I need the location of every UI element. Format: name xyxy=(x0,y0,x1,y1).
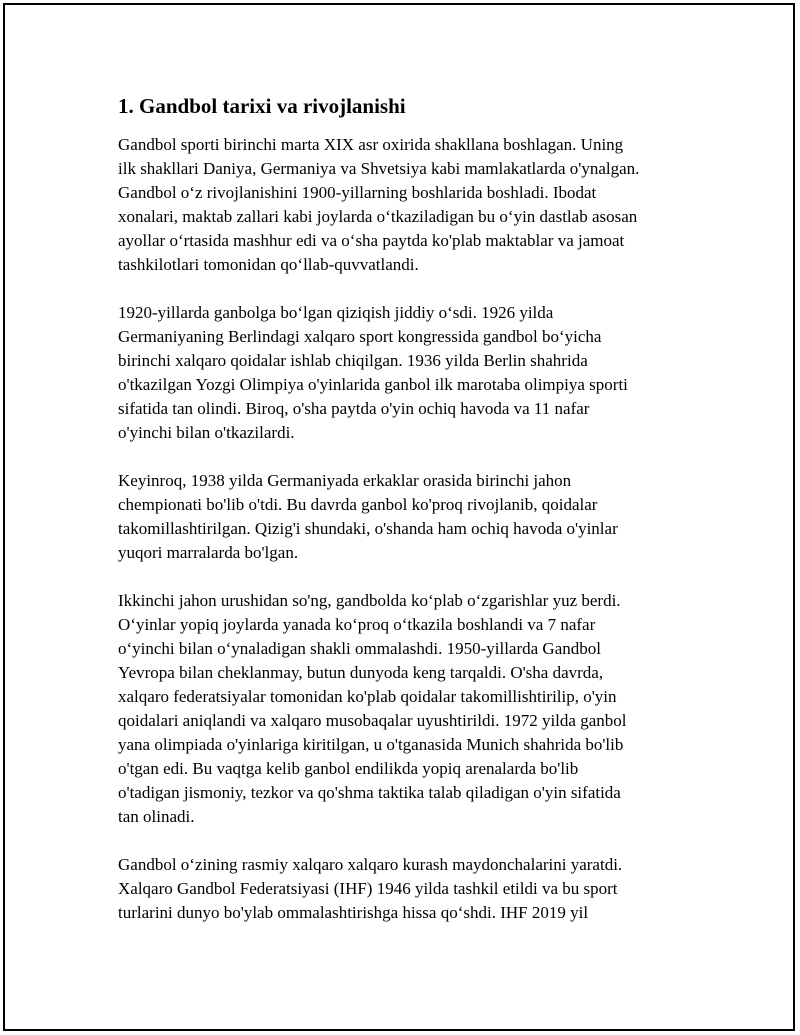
text-line: takomillashtirilgan. Qizig'i shundaki, o'shanda ham ochiq havoda o'yinlar xyxy=(118,519,618,538)
text-line: tan olinadi. xyxy=(118,807,195,826)
paragraph-1 xyxy=(118,133,678,277)
text-line: o'tgan edi. Bu vaqtga kelib ganbol endilikda yopiq arenalarda bo'lib xyxy=(118,759,579,778)
paragraph-3 xyxy=(118,469,678,565)
text-line: Ikkinchi jahon urushidan so'ng, gandbolda ko‘plab o‘zgarishlar yuz berdi. xyxy=(118,591,621,610)
text-line: xonalari, maktab zallari kabi joylarda o‘tkaziladigan bu o‘yin dastlab asosan xyxy=(118,207,638,226)
paragraph-5 xyxy=(118,853,678,925)
paragraph-4 xyxy=(118,589,678,829)
text-line: ilk shakllari Daniya, Germaniya va Shvetsiya kabi mamlakatlarda o'ynalgan. xyxy=(118,159,640,178)
paragraph-2 xyxy=(118,301,678,445)
text-line: Gandbol o‘zining rasmiy xalqaro xalqaro kurash maydonchalarini yaratdi. xyxy=(118,855,623,874)
text-line: Germaniyaning Berlindagi xalqaro sport kongressida gandbol bo‘yicha xyxy=(118,327,602,346)
text-line: tashkilotlari tomonidan qo‘llab-quvvatlandi. xyxy=(118,255,419,274)
document-body xyxy=(118,92,678,949)
text-line: ayollar o‘rtasida mashhur edi va o‘sha paytda ko'plab maktablar va jamoat xyxy=(118,231,625,250)
text-line: Gandbol sporti birinchi marta XIX asr oxirida shakllana boshlagan. Uning xyxy=(118,135,624,154)
text-line: yana olimpiada o'yinlariga kiritilgan, u o'tganasida Munich shahrida bo'lib xyxy=(118,735,624,754)
text-line: sifatida tan olindi. Biroq, o'sha paytda o'yin ochiq havoda va 11 nafar xyxy=(118,399,590,418)
text-line: yuqori marralarda bo'lgan. xyxy=(118,543,299,562)
text-line: o‘yinchi bilan o‘ynaladigan shakli ommalashdi. 1950-yillarda Gandbol xyxy=(118,639,601,658)
section-heading: 1. Gandbol tarixi va rivojlanishi xyxy=(118,94,406,118)
text-line: o'tadigan jismoniy, tezkor va qo'shma taktika talab qiladigan o'yin sifatida xyxy=(118,783,621,802)
text-line: Keyinroq, 1938 yilda Germaniyada erkaklar orasida birinchi jahon xyxy=(118,471,572,490)
text-line: o'yinchi bilan o'tkazilardi. xyxy=(118,423,295,442)
text-line: turlarini dunyo bo'ylab ommalashtirishga hissa qo‘shdi. IHF 2019 yil xyxy=(118,903,589,922)
text-line: O‘yinlar yopiq joylarda yanada ko‘proq o‘tkazila boshlandi va 7 nafar xyxy=(118,615,596,634)
text-line: o'tkazilgan Yozgi Olimpiya o'yinlarida ganbol ilk marotaba olimpiya sporti xyxy=(118,375,628,394)
text-line: 1920-yillarda ganbolga bo‘lgan qiziqish jiddiy o‘sdi. 1926 yilda xyxy=(118,303,554,322)
text-line: Yevropa bilan cheklanmay, butun dunyoda keng tarqaldi. O'sha davrda, xyxy=(118,663,604,682)
text-line: Xalqaro Gandbol Federatsiyasi (IHF) 1946 yilda tashkil etildi va bu sport xyxy=(118,879,618,898)
text-line: Gandbol o‘z rivojlanishini 1900-yillarning boshlarida boshladi. Ibodat xyxy=(118,183,597,202)
text-line: chempionati bo'lib o'tdi. Bu davrda ganbol ko'proq rivojlanib, qoidalar xyxy=(118,495,598,514)
text-line: xalqaro federatsiyalar tomonidan ko'plab qoidalar takomillishtirilip, o'yin xyxy=(118,687,617,706)
text-line: birinchi xalqaro qoidalar ishlab chiqilgan. 1936 yilda Berlin shahrida xyxy=(118,351,588,370)
text-line: qoidalari aniqlandi va xalqaro musobaqalar uyushtirildi. 1972 yilda ganbol xyxy=(118,711,627,730)
